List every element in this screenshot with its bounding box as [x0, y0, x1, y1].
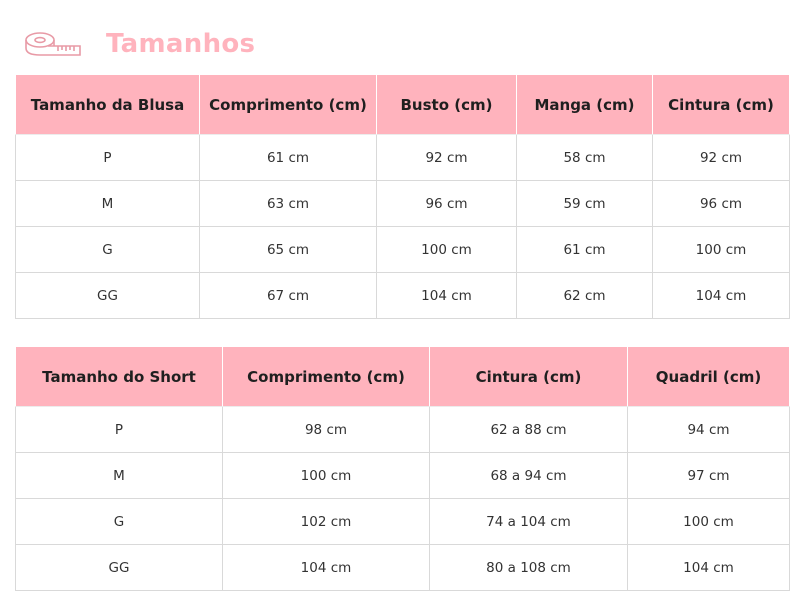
- table-cell: 100 cm: [223, 453, 430, 499]
- table-cell: 67 cm: [200, 273, 377, 319]
- table-cell: 58 cm: [517, 135, 653, 181]
- table-cell: P: [16, 407, 223, 453]
- table-cell: 104 cm: [377, 273, 517, 319]
- table-cell: GG: [16, 545, 223, 591]
- table-cell: 104 cm: [653, 273, 790, 319]
- table-cell: G: [16, 499, 223, 545]
- table-cell: 63 cm: [200, 181, 377, 227]
- table-cell: M: [16, 181, 200, 227]
- table-cell: 102 cm: [223, 499, 430, 545]
- table-cell: 61 cm: [200, 135, 377, 181]
- table-row: [16, 227, 790, 273]
- page-header: [24, 26, 255, 62]
- table-cell: 62 a 88 cm: [430, 407, 628, 453]
- table-cell: 92 cm: [377, 135, 517, 181]
- table-row: [16, 499, 790, 545]
- table-cell: 61 cm: [517, 227, 653, 273]
- table-cell: 96 cm: [653, 181, 790, 227]
- header-cell: Cintura (cm): [430, 347, 628, 407]
- table-row: [16, 545, 790, 591]
- shorts-size-table: [15, 346, 790, 591]
- table-cell: 100 cm: [628, 499, 790, 545]
- header-cell: Comprimento (cm): [200, 75, 377, 135]
- table-cell: 62 cm: [517, 273, 653, 319]
- measuring-tape-icon: [24, 29, 82, 59]
- table-row: [16, 181, 790, 227]
- page-title: Tamanhos: [106, 29, 256, 59]
- table-cell: 92 cm: [653, 135, 790, 181]
- header-cell: Tamanho do Short: [16, 347, 223, 407]
- header-cell: Cintura (cm): [653, 75, 790, 135]
- header-cell: Tamanho da Blusa: [16, 75, 200, 135]
- table-cell: 80 a 108 cm: [430, 545, 628, 591]
- table-cell: G: [16, 227, 200, 273]
- table-cell: P: [16, 135, 200, 181]
- header-cell: Quadril (cm): [628, 347, 790, 407]
- header-cell: Busto (cm): [377, 75, 517, 135]
- table-cell: 97 cm: [628, 453, 790, 499]
- table-cell: 68 a 94 cm: [430, 453, 628, 499]
- table-row: [16, 453, 790, 499]
- table-cell: 98 cm: [223, 407, 430, 453]
- table-row: [16, 135, 790, 181]
- table-cell: 100 cm: [377, 227, 517, 273]
- table-cell: 74 a 104 cm: [430, 499, 628, 545]
- table-row: [16, 273, 790, 319]
- table-cell: 96 cm: [377, 181, 517, 227]
- header-cell: Manga (cm): [517, 75, 653, 135]
- blouse-size-table: [15, 74, 790, 319]
- table-cell: 104 cm: [628, 545, 790, 591]
- table-cell: 65 cm: [200, 227, 377, 273]
- table-cell: GG: [16, 273, 200, 319]
- table-cell: M: [16, 453, 223, 499]
- table-cell: 59 cm: [517, 181, 653, 227]
- table-cell: 104 cm: [223, 545, 430, 591]
- table-cell: 100 cm: [653, 227, 790, 273]
- table-row: [16, 407, 790, 453]
- header-cell: Comprimento (cm): [223, 347, 430, 407]
- table-header-row: [16, 347, 790, 407]
- table-header-row: [16, 75, 790, 135]
- table-cell: 94 cm: [628, 407, 790, 453]
